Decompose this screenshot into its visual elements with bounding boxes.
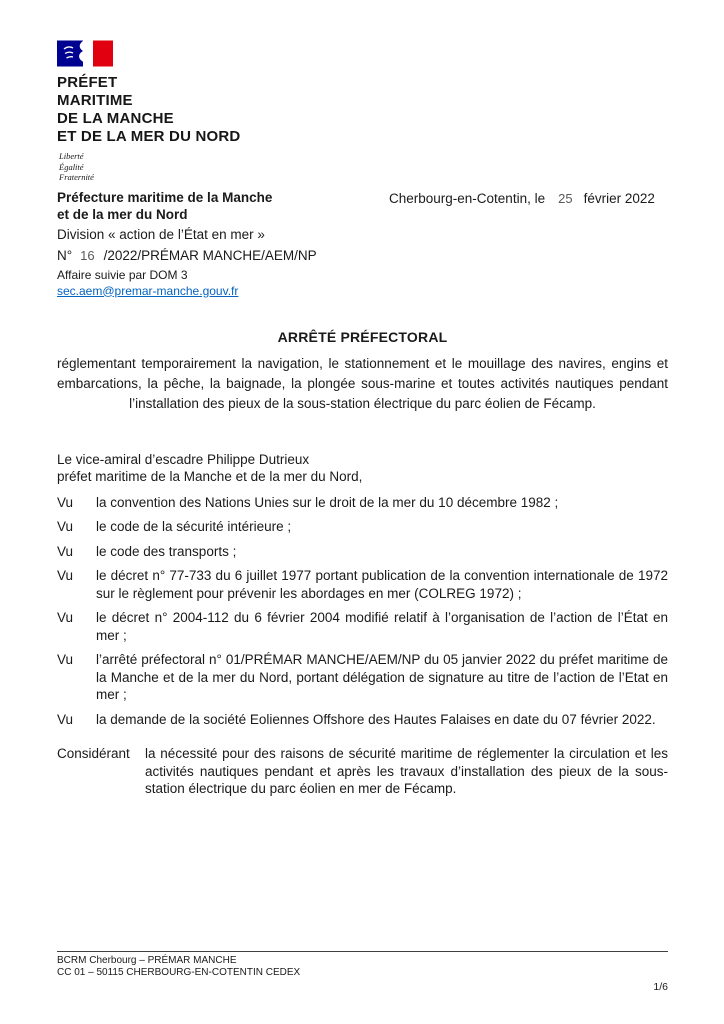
prefet-heading-line: PRÉFET [57,74,118,91]
prefet-heading-line: ET DE LA MER DU NORD [57,128,241,145]
salutation-line1: Le vice-amiral d’escadre Philippe Dutrieux [57,451,310,467]
motto-line: Liberté [59,151,84,161]
vu-text: le code des transports ; [96,543,237,559]
reference-number-value: 16 [80,247,95,263]
vu-item [57,609,668,644]
vu-item [57,543,668,561]
vu-label: Vu [57,568,74,583]
place-date-line [389,191,668,206]
vu-item [57,651,668,704]
reference-number-prefix: N° [57,247,73,263]
org-name-line2: et de la mer du Nord [57,206,188,222]
vu-text: la demande de la société Eoliennes Offshore des Hautes Falaises en date du 07 février 2022. [96,711,656,727]
date-rest: février 2022 [583,190,655,206]
page-footer [57,951,668,994]
prefet-heading-line: DE LA MANCHE [57,110,174,127]
email-link[interactable]: sec.aem@premar-manche.gouv.fr [57,283,239,298]
vu-text: l’arrêté préfectoral n° 01/PRÉMAR MANCHE/AEM/NP du 05 janvier 2022 du préfet maritime de la Manche et de la mer du Nord, portant délégation de signature au titre de l’action de l’Etat en mer ; [96,652,668,702]
prefet-heading-line: MARITIME [57,92,133,109]
page-number: 1/6 [653,981,668,993]
considerant-text: la nécessité pour des raisons de sécurité maritime de réglementer la circulation et les activités nautiques pendant et après les travaux d’installation des pieux de la sous-station électrique du parc éolien en mer de Fécamp. [145,746,668,796]
vu-item [57,518,668,536]
vu-text: le décret n° 2004-112 du 6 février 2004 modifié relatif à l’organisation de l’action de l’État en mer ; [96,610,668,643]
salutation [57,451,668,486]
french-republic-logo [57,40,668,67]
place-date-block [389,189,668,298]
vu-label: Vu [57,610,74,625]
vu-label: Vu [57,652,74,667]
vu-item [57,711,668,729]
reference-number-suffix: /2022/PRÉMAR MANCHE/AEM/NP [103,247,317,263]
salutation-line2: préfet maritime de la Manche et de la mer du Nord, [57,469,363,484]
org-name [57,189,389,223]
vu-item [57,494,668,512]
document-subtitle: réglementant temporairement la navigation, le stationnement et le mouillage des navires, engins et embarcations, la pêche, la baignade, la plongée sous-marine et toutes activités nautiques pendant l’installation des pieux de la sous-station électrique du parc éolien de Fécamp. [57,355,668,411]
motto-line: Égalité [59,161,84,172]
division-line: Division « action de l’État en mer » [57,226,265,242]
org-name-line1: Préfecture maritime de la Manche [57,189,273,205]
considerant-item [57,745,668,798]
vu-item [57,567,668,602]
vu-label: Vu [57,711,74,727]
vu-label: Vu [57,543,74,559]
vu-text: le code de la sécurité intérieure ; [96,519,292,534]
date-day-value: 25 [558,190,573,206]
place-date-prefix: Cherbourg-en-Cotentin, le [389,190,546,206]
footer-address-line2: CC 01 – 50115 CHERBOURG-EN-COTENTIN CEDEX [57,966,301,978]
case-handler-line: Affaire suivie par DOM 3 [57,267,188,282]
reference-row [57,189,668,298]
document-title: ARRÊTÉ PRÉFECTORAL [277,328,448,345]
vu-list [57,494,668,729]
email-line [57,284,389,298]
vu-text: le décret n° 77-733 du 6 juillet 1977 portant publication de la convention internationale de 1972 sur le règlement pour prévenir les abordages en mer (COLREG 1972) ; [96,568,668,601]
reference-block [57,189,389,298]
vu-text: la convention des Nations Unies sur le droit de la mer du 10 décembre 1982 ; [96,494,559,510]
marianne-flag-icon [57,40,114,67]
vu-label: Vu [57,494,74,510]
motto-line: Fraternité [59,172,94,182]
reference-number-line [57,247,389,264]
vu-label: Vu [57,519,74,534]
footer-address-line1: BCRM Cherbourg – PRÉMAR MANCHE [57,955,237,966]
republic-motto [59,151,668,183]
prefet-heading [57,74,668,146]
considerant-label: Considérant [57,746,130,761]
